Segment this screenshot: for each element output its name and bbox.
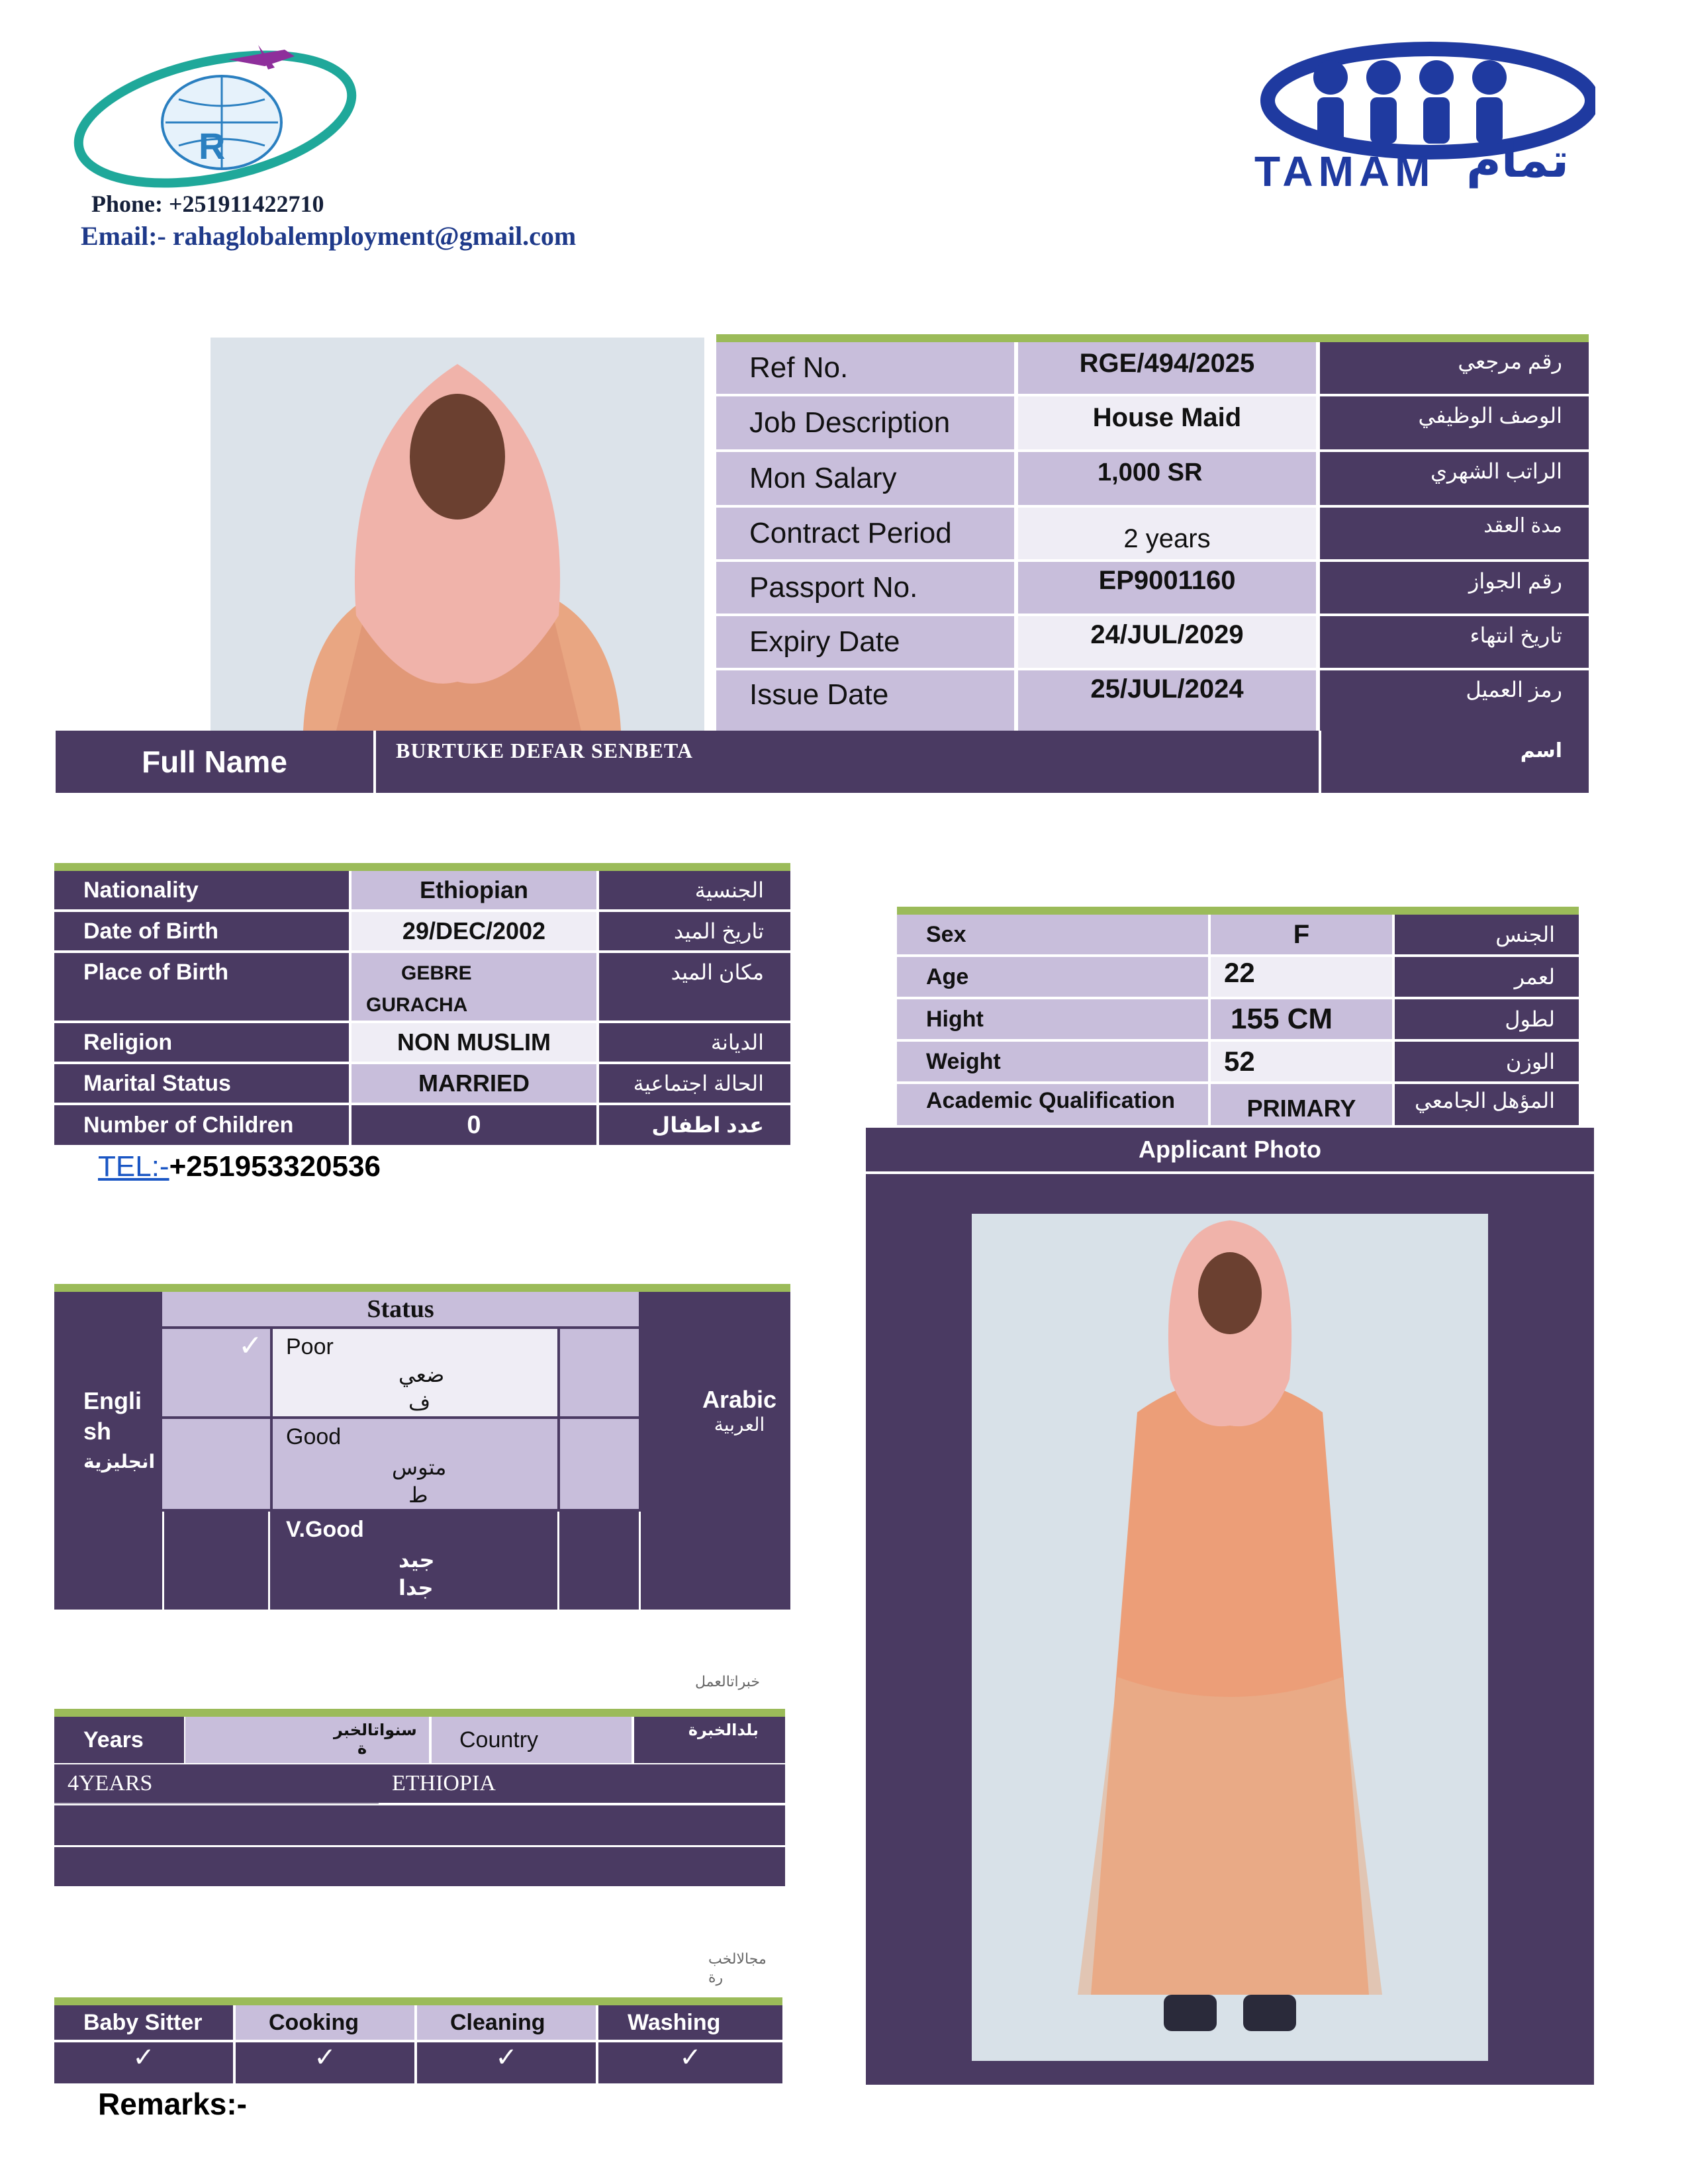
row-arabic: الجنسية	[599, 871, 790, 909]
full-name-row	[56, 731, 1589, 793]
english-label-arabic: انجليزية	[83, 1451, 156, 1472]
tel-link[interactable]: TEL:-	[98, 1150, 169, 1183]
level-arabic-1: جيد	[399, 1548, 435, 1572]
skills-table	[54, 2005, 782, 2083]
row-label: Number of Children	[54, 1105, 349, 1145]
level-arabic-2: ط	[408, 1483, 428, 1507]
partner-logo-latin: TAMAM	[1254, 148, 1436, 195]
place-of-birth-line1: GEBRE	[401, 962, 472, 984]
tel-number: +251953320536	[169, 1150, 381, 1183]
row-label: Passport No.	[716, 562, 1014, 614]
english-label-line2: sh	[83, 1418, 112, 1445]
row-arabic: الوصف الوظيفي	[1320, 396, 1589, 449]
experience-years	[68, 1847, 399, 1886]
row-label: Hight	[897, 999, 1208, 1039]
country-header: Country	[432, 1717, 632, 1763]
row-label: Religion	[54, 1023, 349, 1062]
table-row	[54, 1805, 785, 1845]
personal-info-table	[54, 871, 790, 1145]
row-arabic: لعمر	[1395, 957, 1579, 997]
row-value: Ethiopian	[352, 871, 596, 909]
skill-check-cooking[interactable]: ✓	[236, 2042, 414, 2083]
row-value: RGE/494/2025	[1018, 342, 1316, 394]
row-label: Marital Status	[54, 1064, 349, 1103]
row-label: Ref No.	[716, 342, 1014, 394]
skills-section-arabic-1: مجالالخب	[708, 1950, 767, 1967]
applicant-photo-panel	[866, 1128, 1594, 2085]
row-label: Sex	[897, 915, 1208, 954]
table-row	[716, 342, 1589, 395]
arabic-label-arabic: العربية	[714, 1414, 765, 1435]
row-label: Contract Period	[716, 508, 1014, 559]
row-value: EP9001160	[1018, 562, 1316, 614]
row-arabic: الجنس	[1395, 915, 1579, 954]
table-row	[54, 912, 790, 952]
row-value: 25/JUL/2024	[1018, 670, 1316, 731]
table-row	[897, 915, 1579, 956]
row-arabic: الحالة اجتماعية	[599, 1064, 790, 1103]
table-row	[54, 953, 790, 1022]
full-name-value: BURTUKE DEFAR SENBETA	[396, 738, 693, 762]
row-label: Weight	[897, 1042, 1208, 1081]
row-value: PRIMARY	[1211, 1084, 1392, 1125]
table-row	[897, 1084, 1579, 1125]
row-label: Place of Birth	[54, 953, 349, 1021]
applicant-full-body-photo	[972, 1214, 1488, 2061]
english-poor-check[interactable]: ✓	[238, 1330, 263, 1362]
row-value: F	[1211, 915, 1392, 954]
experience-country	[392, 1805, 723, 1844]
row-arabic: مكان الميد	[599, 953, 790, 1021]
row-arabic: رقم مرجعي	[1320, 342, 1589, 394]
agency-phone: Phone: +251911422710	[91, 191, 324, 217]
row-label: Job Description	[716, 396, 1014, 449]
row-arabic: لطول	[1395, 999, 1579, 1039]
years-header-arabic-2: ة	[357, 1740, 367, 1758]
row-label: Academic Qualification	[897, 1084, 1208, 1125]
row-value: 24/JUL/2029	[1018, 616, 1316, 668]
table-row	[54, 1764, 785, 1804]
language-table	[54, 1292, 790, 1610]
row-value: 0	[352, 1105, 596, 1145]
place-of-birth-line2: GURACHA	[366, 994, 468, 1016]
row-value: 155 CM	[1211, 999, 1392, 1039]
country-header-arabic: بلدالخبرة	[634, 1717, 785, 1763]
skill-label: Washing	[598, 2005, 782, 2040]
arabic-poor-check[interactable]	[560, 1329, 639, 1416]
row-arabic: مدة العقد	[1320, 508, 1589, 559]
row-label: Nationality	[54, 871, 349, 909]
skills-section-arabic-2: رة	[708, 1969, 724, 1985]
years-header-arabic: سنواتالخبر	[334, 1721, 417, 1739]
level-label: Good	[286, 1424, 342, 1449]
applicant-portrait-photo	[211, 338, 704, 731]
row-arabic: تاريخ الميد	[599, 912, 790, 950]
row-value: 22	[1211, 957, 1392, 997]
skill-label: Baby Sitter	[54, 2005, 233, 2040]
row-arabic: المؤهل الجامعي	[1395, 1084, 1579, 1125]
row-value: 1,000 SR	[1018, 452, 1316, 505]
skill-label: Cleaning	[417, 2005, 596, 2040]
row-value: House Maid	[1018, 396, 1316, 449]
table-row	[897, 957, 1579, 998]
experience-years: 4YEARS	[68, 1771, 153, 1796]
table-row	[716, 562, 1589, 615]
level-arabic-1: متوس	[392, 1455, 447, 1479]
tel-line	[98, 1150, 381, 1183]
skill-check-washing[interactable]: ✓	[598, 2042, 782, 2083]
level-label: V.Good	[286, 1517, 364, 1542]
row-arabic: رمز العميل	[1320, 670, 1589, 731]
table-row	[716, 396, 1589, 451]
level-label: Poor	[286, 1334, 334, 1359]
table-row	[54, 871, 790, 911]
table-row	[716, 616, 1589, 669]
table-row	[716, 452, 1589, 506]
years-header: Years	[54, 1717, 184, 1763]
row-value: 2 years	[1018, 508, 1316, 559]
table-row	[897, 999, 1579, 1040]
row-label: Date of Birth	[54, 912, 349, 950]
row-value: NON MUSLIM	[352, 1023, 596, 1062]
row-arabic: تاريخ انتهاء	[1320, 616, 1589, 668]
agency-logo	[66, 40, 364, 192]
skill-label: Cooking	[236, 2005, 414, 2040]
top-info-table	[716, 342, 1589, 731]
skill-check-cleaning[interactable]: ✓	[417, 2042, 596, 2083]
table-row	[54, 1105, 790, 1145]
remarks-label: Remarks:-	[98, 2087, 247, 2121]
table-row	[716, 670, 1589, 731]
physical-info-table	[897, 915, 1579, 1125]
row-label: Mon Salary	[716, 452, 1014, 505]
table-row	[716, 508, 1589, 561]
level-arabic-2: جدا	[399, 1576, 434, 1600]
row-arabic: الراتب الشهري	[1320, 452, 1589, 505]
row-value: MARRIED	[352, 1064, 596, 1103]
experience-table	[54, 1717, 785, 1886]
experience-years	[68, 1805, 399, 1844]
status-header: Status	[162, 1292, 639, 1326]
table-row	[897, 1042, 1579, 1083]
applicant-photo-label: Applicant Photo	[866, 1128, 1594, 1174]
table-row	[54, 1023, 790, 1063]
skill-check-baby-sitter[interactable]: ✓	[54, 2042, 233, 2083]
row-arabic: الديانة	[599, 1023, 790, 1062]
arabic-good-check[interactable]	[560, 1419, 639, 1509]
row-label: Issue Date	[716, 670, 1014, 731]
experience-country	[392, 1847, 723, 1886]
row-arabic: رقم الجواز	[1320, 562, 1589, 614]
full-name-arabic: اسم	[1520, 739, 1562, 762]
row-label: Age	[897, 957, 1208, 997]
arabic-label: Arabic	[702, 1386, 777, 1413]
level-arabic-1: ضعي	[399, 1363, 445, 1387]
english-label-line1: Engli	[83, 1387, 142, 1414]
row-arabic: الوزن	[1395, 1042, 1579, 1081]
row-label: Expiry Date	[716, 616, 1014, 668]
row-value: 29/DEC/2002	[352, 912, 596, 950]
row-value: 52	[1211, 1042, 1392, 1081]
table-row	[54, 1064, 790, 1104]
experience-section-arabic: خبراتالعمل	[695, 1673, 761, 1690]
agency-logo-letter: R	[199, 125, 226, 167]
experience-country: ETHIOPIA	[392, 1771, 496, 1796]
partner-logo-arabic: تمام	[1466, 134, 1570, 187]
full-name-label: Full Name	[142, 745, 287, 779]
row-arabic: عدد اطفال	[599, 1105, 790, 1145]
level-arabic-2: ف	[408, 1390, 431, 1414]
agency-email: Email:- rahaglobalemployment@gmail.com	[81, 221, 577, 251]
table-row	[54, 1847, 785, 1886]
